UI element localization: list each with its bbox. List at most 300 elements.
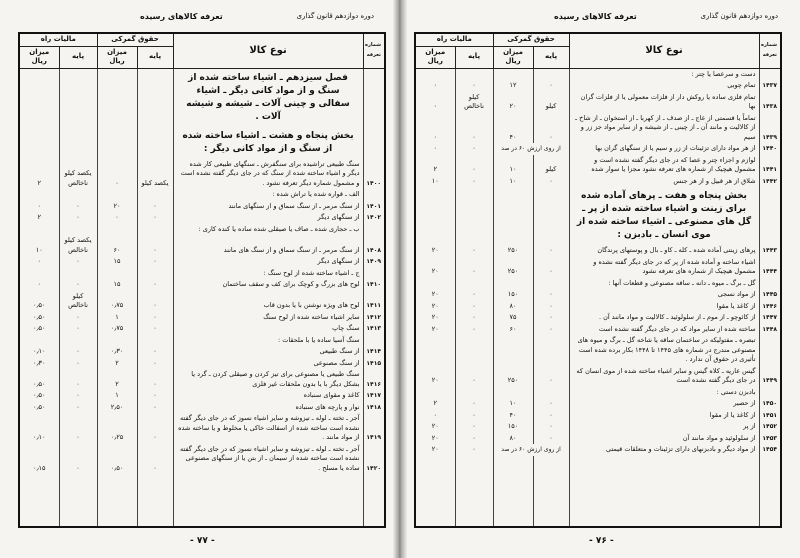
empty-cell [533,456,569,528]
table-row [415,257,781,278]
customs-unit: ۰ [137,346,173,358]
road-tax-unit: ۰ [455,289,493,301]
customs-rate [97,335,137,347]
table-row [415,245,781,257]
customs-unit: ۰ [533,80,569,92]
table-row [19,212,385,224]
customs-rate [493,335,533,366]
road-tax-unit [455,278,493,290]
item-description: بخش پنجاه و هشت ـ اشیاء ساخته شده از سنگ و از مواد کانی دیگر : [173,127,363,159]
customs-unit: ۰ [533,410,569,422]
road-tax-rate [415,68,455,80]
road-tax-unit [59,189,97,201]
table-row [19,413,385,444]
road-tax-rate: ۲۰ [415,245,455,257]
table-row [415,366,781,387]
customs-unit: ۰ [137,369,173,390]
customs-rate: ۱۰ [493,176,533,188]
item-description: از حصیر [569,398,759,410]
customs-rate: ۰٫۵۰ [97,444,137,475]
header-code: شماره تعرفه [759,33,781,68]
table-row [415,312,781,324]
customs-unit [137,127,173,159]
item-description: لوح های ویژه نوشتن با یا بدون قاب [173,291,363,312]
road-tax-unit: ۰ [455,143,493,155]
book-gutter [393,0,407,558]
note-row [19,189,385,201]
header-customs-unit: پایه [533,46,569,68]
customs-rate: ۱۲ [493,80,533,92]
tariff-code: ۱۴۰۰ [363,159,385,190]
item-description: سایر اشیاء ساخته شده از لوح سنگ [173,312,363,324]
header-road-tax: مالیات راه [415,33,493,46]
road-tax-unit: کیلو ناخالص [455,92,493,113]
tariff-code: ۱۴۱۳ [363,323,385,335]
road-tax-rate: ۲۰ [415,433,455,445]
road-tax-unit: ۰ [455,433,493,445]
empty-cell [493,456,533,528]
empty-cell [363,474,385,527]
table-row [415,155,781,176]
section-row [415,187,781,245]
tariff-code [363,127,385,159]
customs-rate: ۶۰ [493,324,533,336]
tariff-code: ۱۴۰۸ [363,235,385,256]
road-tax-unit [59,68,97,127]
customs-unit: ۰ [533,176,569,188]
road-tax-rate: ۰٫۵۰ [19,402,59,414]
tariff-code: ۱۴۱۶ [363,369,385,390]
table-body [415,68,781,527]
table-row [19,279,385,291]
road-tax-unit: ۰ [59,212,97,224]
tariff-code: ۱۴۱۹ [363,413,385,444]
customs-unit: ۰ [137,413,173,444]
tariff-table [18,32,386,528]
customs-unit: ۰ [533,113,569,144]
customs-ad-valorem: از روی ارزش ۶۰ در صد [493,143,569,155]
item-description: ج ـ اشیاء ساخته شده از لوح سنگ : [173,268,363,280]
item-description: از هر مواد دارای تزئینات از زر و سیم یا از سنگهای گران بها [569,143,759,155]
tariff-code: ۱۴۴۱ [759,155,781,176]
note-row [415,335,781,366]
empty-cell [19,474,59,527]
table-row [415,113,781,144]
note-row [19,335,385,347]
road-tax-unit: ۰ [455,301,493,313]
road-tax-unit: ۰ [455,113,493,144]
customs-rate: ۲۰ [97,201,137,213]
header-customs-rate: میزان ریال [493,46,533,68]
customs-unit: ۰ [137,279,173,291]
customs-rate: ۲ [97,358,137,370]
customs-rate: ۲٫۵۰ [97,402,137,414]
customs-rate: ۱ [97,312,137,324]
customs-unit [137,189,173,201]
road-tax-rate: ۱۰ [19,235,59,256]
item-description: از سنگ مرمر ـ از سنگ سماق و از سنگهای مانند [173,201,363,213]
item-description: شلاق از هر قبیل و از هر جنس [569,176,759,188]
table-row [19,444,385,475]
item-description: ب ـ حجاری شده ـ صاف یا صیقلی شده ساده یا کنده کاری : [173,224,363,236]
customs-unit: ۰ [533,289,569,301]
tariff-code: ۱۴۴۶ [759,301,781,313]
empty-cell [137,474,173,527]
note-row [415,387,781,399]
customs-unit: ۰ [137,235,173,256]
road-tax-rate: ۲۰ [415,324,455,336]
customs-unit: ۰ [533,301,569,313]
road-tax-unit: ۰ [455,176,493,188]
customs-rate [97,127,137,159]
tariff-code: ۱۴۱۸ [363,402,385,414]
item-description: از کاغذ یا مقوا [569,301,759,313]
road-tax-rate [415,387,455,399]
road-tax-rate [19,335,59,347]
empty-cell [569,456,759,528]
customs-unit: ۰ [533,433,569,445]
tariff-code: ۱۴۵۲ [759,421,781,433]
road-tax-unit: ۰ [455,245,493,257]
item-description: تمام فلزی ساده یا روکش دار از فلزات معمولی یا از فلزات گران بها [569,92,759,113]
tariff-code: ۱۴۴۹ [759,366,781,387]
empty-cell [455,456,493,528]
item-description: از مواد نسجی [569,289,759,301]
customs-rate: ۲۵۰ [493,245,533,257]
customs-rate [97,68,137,127]
item-description: بخش پنجاه و هفت ـ پرهای آماده شده برای زینت و اشیاء ساخته شده از پر ـ گل های مصنوعی ـ اشیاء ساخته شده از موی انسان ـ بادبزن : [569,187,759,245]
table-row [415,421,781,433]
page-number: - ۷۶ - [589,536,614,546]
road-tax-rate: ۰٫۳۰ [19,358,59,370]
table-row [415,80,781,92]
road-tax-rate: ۰٫۵۰ [19,323,59,335]
road-tax-rate: ۲۰ [415,301,455,313]
customs-unit: ۰ [533,324,569,336]
customs-unit: ۰ [533,245,569,257]
customs-rate: ۰٫۳۰ [97,346,137,358]
tariff-code [363,224,385,236]
road-tax-unit [455,387,493,399]
empty-cell [759,456,781,528]
header-road-tax: مالیات راه [19,33,97,46]
left-page [0,0,396,558]
tariff-code: ۱۴۱۵ [363,358,385,370]
table-row [415,324,781,336]
table-row [415,444,781,456]
tariff-code: ۱۴۴۳ [759,245,781,257]
header-road-rate: میزان ریال [415,46,455,68]
tariff-code: ۱۴۴۵ [759,289,781,301]
table-row [415,301,781,313]
road-tax-unit: ۰ [59,279,97,291]
header-road-unit: پایه [59,46,97,68]
road-tax-rate: ۰٫۵۰ [19,369,59,390]
table-row [19,159,385,190]
road-tax-unit: ۰ [455,410,493,422]
item-description: دست و سرعصا یا چتر : [569,68,759,80]
table-row [415,289,781,301]
road-tax-rate [19,127,59,159]
tariff-code: ۱۴۴۷ [759,312,781,324]
customs-rate: ۰٫۷۵ [97,323,137,335]
customs-rate [97,224,137,236]
item-description: از کائوچو ـ از موم ـ از سلولوئید ـ کالالیت و مواد مانند آن . [569,312,759,324]
customs-unit: کیلو [533,155,569,176]
road-tax-unit: ۰ [455,312,493,324]
table-row [415,92,781,113]
customs-unit: ۰ [137,323,173,335]
road-tax-rate: ۰ [415,80,455,92]
table-row [415,433,781,445]
customs-unit [137,268,173,280]
item-description: آجر ـ تخته ـ لوله ـ تیزوشه و سایر اشیاء نسوز که در جای دیگر گفته نشده است ساخته شده از اسفالت خاکی یا مخلوط و یا ساخته شده از مواد مانند . [173,413,363,444]
customs-rate: ۱ [97,390,137,402]
item-description: از سنگ مصنوعی [173,358,363,370]
customs-rate: ۲۵۰ [493,257,533,278]
header-description: نوع کالا [173,33,363,68]
empty-cell [415,456,455,528]
item-description: فصل سیزدهم ـ اشیاء ساخته شده از سنگ و از مواد کانی دیگر ـ اشیاء سفالی و چینی آلات ـ شیشه و شیشه آلات . [173,68,363,127]
road-tax-rate: ۰ [19,256,59,268]
tariff-code: ۱۴۱۷ [363,390,385,402]
road-tax-unit [455,187,493,245]
customs-rate [493,68,533,80]
item-description: بادبزن دستی : [569,387,759,399]
road-tax-unit: ۰ [59,390,97,402]
road-tax-unit: ۰ [455,80,493,92]
tariff-code [759,335,781,366]
road-tax-unit: ۰ [59,444,97,475]
table-row [415,143,781,155]
road-tax-unit: ۰ [59,413,97,444]
road-tax-unit [455,335,493,366]
item-description: تماماً یا قسمتی از عاج ـ از صدف ـ از کهربا ـ از استخوان ـ از شاخ ـ از کالالیت و مانند آن ـ از چینی ـ از شیشه و از سایر مواد جز زر و سیم [569,113,759,144]
customs-rate: ۸۰ [493,301,533,313]
item-description: از پر [569,421,759,433]
item-description: نوار و پارچه های سنباده [173,402,363,414]
customs-unit: ۰ [533,421,569,433]
road-tax-rate: ۰٫۵۰ [19,312,59,324]
road-tax-rate: ۰ [19,201,59,213]
customs-rate: ۶۰ [97,235,137,256]
road-tax-rate: ۰ [415,113,455,144]
customs-unit [533,68,569,80]
item-description: گل ـ برگ ـ میوه ـ دانه ـ ساقه مصنوعی و قطعات آنها : [569,278,759,290]
table-row [19,235,385,256]
table-row [19,369,385,390]
running-head: دوره دوازدهم قانون گذاری [296,12,374,20]
header-customs-rate: میزان ریال [97,46,137,68]
tariff-code [759,187,781,245]
customs-unit: ۰ [137,444,173,475]
road-tax-unit: ۰ [455,444,493,456]
customs-unit: ۰ [137,358,173,370]
road-tax-rate: ۱۰ [415,176,455,188]
customs-unit: ۰ [137,291,173,312]
note-row [415,278,781,290]
tariff-code: ۱۴۴۲ [759,176,781,188]
road-tax-unit [59,268,97,280]
road-tax-unit: یکصد کیلو ناخالص [59,159,97,190]
road-tax-unit [59,335,97,347]
customs-rate: ۴۰ [493,113,533,144]
tariff-code [759,387,781,399]
road-tax-unit: ۰ [59,256,97,268]
customs-rate [97,189,137,201]
road-tax-rate: ۲۰ [415,289,455,301]
road-tax-rate [19,68,59,127]
empty-cell [59,474,97,527]
tariff-code: ۱۴۵۰ [759,398,781,410]
road-tax-unit: ۰ [455,324,493,336]
road-tax-rate: ۰ [19,279,59,291]
table-row [19,256,385,268]
tariff-code: ۱۴۰۹ [363,256,385,268]
customs-rate: ۱۰ [493,398,533,410]
page-title: تعرفه کالاهای رسیده [140,12,223,21]
empty-cell [97,474,137,527]
customs-rate: ۲۰ [493,92,533,113]
tariff-code: ۱۴۴۴ [759,257,781,278]
note-row [415,68,781,80]
table-row [19,402,385,414]
tariff-code: ۱۴۱۲ [363,312,385,324]
table-row [19,358,385,370]
road-tax-unit [455,68,493,80]
customs-rate: ۲۵۰ [493,366,533,387]
section-row [19,68,385,127]
tariff-code [363,335,385,347]
table-row [415,410,781,422]
item-description: اشیاء ساخته و آماده شده از پر که در جای دیگر گفته نشده و مشمول هیچیک از شماره های تعرفه نشود [569,257,759,278]
tariff-table [414,32,782,528]
customs-rate: ۰٫۷۵ [97,291,137,312]
item-description: تبصره ـ مفتولیکه در ساختمان ساقه یا شاخه گل ـ برگ و میوه های مصنوعی مندرج در شماره های ۱۴۴۵ تا ۱۴۴۸ بکار برده شده است تأثیری در حقوق آن ندارد . [569,335,759,366]
road-tax-unit: ۰ [59,402,97,414]
item-description: پرهای زینتی آماده شده ـ کله ـ کاو ـ بال و پوستهای پرندگان [569,245,759,257]
road-tax-rate [19,189,59,201]
customs-rate: ۱۵ [97,279,137,291]
item-description: لوازم و اجزاء چتر و عصا که در جای دیگر گفته نشده است و مشمول هیچیک از شماره های تعرفه نشود مجزا یا سوار شده [569,155,759,176]
road-tax-unit: کیلو ناخالص [59,291,97,312]
customs-rate: ۰٫۲۵ [97,413,137,444]
road-tax-unit: ۰ [455,155,493,176]
item-description: گیس عاریه ـ کلاه گیس و سایر اشیاء ساخته شده از موی انسان که در جای دیگر گفته نشده است [569,366,759,387]
road-tax-rate: ۰ [415,143,455,155]
customs-rate [493,187,533,245]
tariff-code: ۱۴۱۱ [363,291,385,312]
item-description: از سنگهای دیگر [173,212,363,224]
tariff-code: ۱۴۴۸ [759,324,781,336]
road-tax-unit: ۰ [59,346,97,358]
road-tax-rate: ۰٫۱۰ [19,413,59,444]
customs-unit [137,224,173,236]
table-row [19,390,385,402]
road-tax-rate: ۲۰ [415,444,455,456]
road-tax-unit: ۰ [455,366,493,387]
item-description: سنگ آسیا ساده یا با ملحقات : [173,335,363,347]
customs-unit: ۰ [137,256,173,268]
item-description: از کاغذ یا از مقوا [569,410,759,422]
header-customs-unit: پایه [137,46,173,68]
tariff-code: ۱۴۱۰ [363,279,385,291]
table-row [415,176,781,188]
road-tax-unit: ۰ [455,421,493,433]
road-tax-unit [59,224,97,236]
filler-row [415,456,781,528]
road-tax-unit: ۰ [59,312,97,324]
item-description: از مواد دیگر و بادبزنهای دارای تزئینات و متعلقات قیمتی [569,444,759,456]
item-description: از سنگهای دیگر [173,256,363,268]
customs-unit: ۰ [533,398,569,410]
customs-unit: ۰ [533,257,569,278]
road-tax-unit: ۰ [455,398,493,410]
customs-unit: ۰ [137,402,173,414]
customs-unit: ۰ [533,312,569,324]
road-tax-rate: ۲۰ [415,421,455,433]
note-row [19,268,385,280]
customs-rate: ۱۵۰ [493,289,533,301]
customs-unit [137,68,173,127]
customs-unit: ۰ [137,312,173,324]
customs-unit: ۰ [137,390,173,402]
road-tax-unit: یکصد کیلو ناخالص [59,235,97,256]
road-tax-rate: ۰ [415,410,455,422]
customs-rate: ۴۰ [493,410,533,422]
header-customs: حقوق گمرکی [493,33,569,46]
item-description: الف ـ قواره شده یا تراش شده : [173,189,363,201]
customs-rate: ۱۰ [493,155,533,176]
note-row [19,224,385,236]
running-head: دوره دوازدهم قانون گذاری [700,12,778,20]
tariff-code [363,68,385,127]
customs-rate: ۷۵ [493,312,533,324]
tariff-code: ۱۴۲۰ [363,444,385,475]
road-tax-rate: ۲۰ [415,366,455,387]
road-tax-rate: ۲۰ [415,312,455,324]
filler-row [19,474,385,527]
road-tax-unit [59,127,97,159]
customs-unit [533,278,569,290]
empty-cell [173,474,363,527]
item-description: ساخته شده از سایر مواد که در جای دیگر گفته نشده است [569,324,759,336]
road-tax-rate [415,278,455,290]
header-description: نوع کالا [569,33,759,68]
road-tax-unit: ۰ [455,257,493,278]
item-description: سنگ طبیعی تراشیده برای سنگفرش ـ سنگهای طبیعی کار شده دیگر و اشیاء ساخته شده از سنگ که در جای دیگر گفته نشده است و مشمول شماره دیگر تعرفه نشود . [173,159,363,190]
road-tax-unit: ۰ [59,369,97,390]
tariff-code: ۱۴۳۷ [759,80,781,92]
page-number: - ۷۷ - [190,536,215,546]
item-description: کاغذ و مقوای سنباده [173,390,363,402]
customs-rate [97,268,137,280]
road-tax-rate: ۰ [415,92,455,113]
tariff-code: ۱۴۰۱ [363,201,385,213]
customs-rate: ۱۵ [97,256,137,268]
customs-unit [533,387,569,399]
customs-unit: ۰ [137,212,173,224]
customs-unit [137,335,173,347]
road-tax-rate [19,268,59,280]
tariff-code [363,189,385,201]
road-tax-rate: ۲ [19,159,59,190]
customs-ad-valorem: از روی ارزش ۶۰ در صد [493,444,569,456]
tariff-code [759,278,781,290]
table-row [415,398,781,410]
road-tax-rate: ۰٫۱۵ [19,444,59,475]
customs-rate: ۰ [97,212,137,224]
